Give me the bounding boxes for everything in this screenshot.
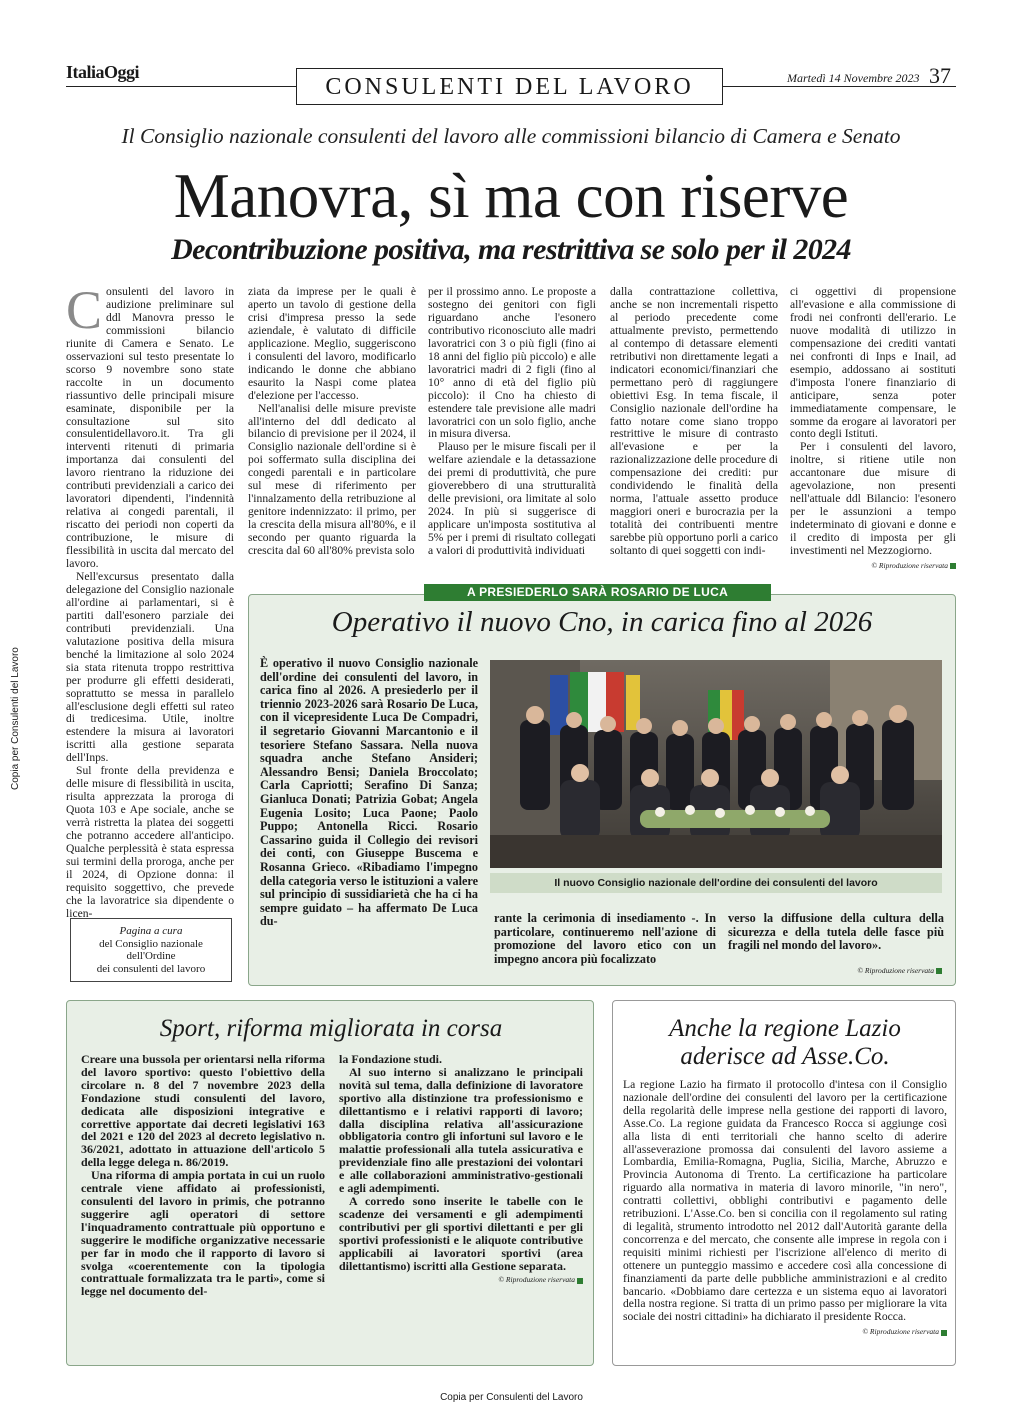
newspaper-logo: ItaliaOggi xyxy=(66,62,140,82)
end-square-icon xyxy=(950,563,956,569)
cno-body-continued-2: verso la diffusione della cultura della sicurezza e della tutela delle fasce più fragili nel mondo del lavoro». xyxy=(728,911,944,953)
col1-paragraph-3: Sul fronte della previdenza e delle misure di flessibilità in uscita, risulta apprezzata la proroga di Quota 103 e Ape sociale, anche se verrà ristretta la platea dei soggetti che potranno accedere all'anticipo. Qualche perplessità è stata espressa sui termini della proroga, anche per il 2024, di Opzione donna: il requisito soggettivo, che prevede che la lavoratrice sia dipendente o licen- xyxy=(66,764,234,920)
sport-signature: © Riproduzione riservata xyxy=(339,1274,583,1287)
article-column-5 xyxy=(790,286,956,571)
council-photo xyxy=(490,660,942,868)
sport-column-2 xyxy=(339,1053,583,1359)
sport-paragraph-4: Al suo interno si analizzano le principali novità sul tema, dalla definizione di lavoratore sportivo alla distinzione tra professionismo e dilettantismo e i relativi rapporti di lavoro; dalla disciplina relativa all'assicurazione obbligatoria contro gli infortuni sul lavoro e le malattie professionali alla tutela assicurativa e previdenziale fino alle prestazioni dei volontari e alle collaborazioni amministrativo-gestionali e agli adempimenti. xyxy=(339,1064,583,1196)
article-subheadline: Decontribuzione positiva, ma restrittiva se solo per il 2024 xyxy=(171,233,851,266)
sport-paragraph-5: A corredo sono inserite le tabelle con le scadenze dei versamenti e gli adempimenti contributivi per gli sportivi dilettanti e per gli sportivi professionisti e le aliquote contributive applicabili ai lavoratori sportivi (area dilettantismo) iscritti alla Gestione separata. xyxy=(339,1193,583,1273)
sport-paragraph-2: Una riforma di ampia portata in cui un ruolo centrale viene affidato ai professionisti, consulenti del lavoro in primis, che potranno suggerire agli operatori di settore l'inquadramento contrattuale più opportuno e suggerire le modifiche organizzative necessarie per far in modo che il rapporto di lavoro si svolga «coerentemente con la tipologia contrattuale formalizzata tra le parti», come si legge nel documento del- xyxy=(81,1168,325,1299)
cno-tag-banner: A PRESIEDERLO SARÀ ROSARIO DE LUCA xyxy=(424,584,771,601)
col4-paragraph-1: dalla contrattazione collettiva, anche se non incrementali rispetto al periodo precedente come attualmente previsto, permettendo al contempo di detassare elementi retributivi non direttamente legati a indicatori economici/finanziari che permettano però di raggiungere obiettivi Esg. In tema fiscale, il Consiglio nazionale dell'ordine ha fatto notare come siano troppo restrittive le misure di contrasto all'evasione e per la razionalizzazione delle procedure di compensazione dei crediti: pur condividendo le finalità della norma, l'attuale assetto produce maggiori oneri e burocrazia per la totalità dei contribuenti mentre sarebbe più opportuno porli a carico soltanto di quei soggetti con indi- xyxy=(610,285,778,558)
article-column-1 xyxy=(66,280,234,920)
article-column-3 xyxy=(428,286,596,571)
lazio-title-line-1: Anche la regione Lazio xyxy=(669,1015,901,1042)
side-watermark-text: Copia per Consulenti del Lavoro xyxy=(10,647,21,790)
credit-line-4: dei consulenti del lavoro xyxy=(96,962,206,975)
article-column-2 xyxy=(248,286,416,571)
article-headline: Manovra, sì ma con riserve xyxy=(173,161,849,231)
masthead-rule-left xyxy=(66,86,296,87)
sport-title: Sport, riforma migliorata in corsa xyxy=(159,1015,503,1042)
photo-caption: Il nuovo Consiglio nazionale dell'ordine dei consulenti del lavoro xyxy=(490,873,942,893)
lazio-title xyxy=(613,1015,957,1071)
sport-paragraph-3: la Fondazione studi. xyxy=(339,1052,443,1066)
issue-date: Martedì 14 Novembre 2023 xyxy=(787,71,920,85)
council-photo-image xyxy=(490,660,942,868)
col1-paragraph-2: Nell'excursus presentato dalla delegazione del Consiglio nazionale all'ordine ai parlamentari, si è partiti dall'esonero parziale dei contributi previdenziali. Una valutazione positiva della misura benché la limitazione al solo 2024 sia stata ritenuta troppo restrittiva per produrre gli effetti desiderati, soprattutto se messa in parallelo all'esclusione degli effetti sul rateo di tredicesima. Utile, inoltre estendere la misura ai lavoratori iscritti alla gestione separata dell'Inps. xyxy=(66,569,234,765)
col3-paragraph-2: Plauso per le misure fiscali per il welfare aziendale e la detassazione dei premi di produttività, che pure gioverebbero di una strutturalità delle previsioni, ora limitate al solo 2024. In più si suggerisce di applicare un'imposta sostitutiva al 5% per i premi di risultato collegati a valori di produttività individuati xyxy=(428,440,596,558)
end-square-icon xyxy=(936,968,942,974)
col2-paragraph-1: ziata da imprese per le quali è aperto un tavolo di gestione della crisi d'impresa presso la sede aziendale, è valutato di difficile applicazione. Meglio, suggeriscono i consulenti del lavoro, modificarlo indicando le donne che abbiano esaurito la Naspi come platea d'elezione per l'accesso. xyxy=(248,285,416,402)
masthead-rule-right xyxy=(723,86,956,87)
section-title: CONSULENTI DEL LAVORO xyxy=(296,68,723,105)
article-column-4 xyxy=(610,286,778,571)
credit-line-2: del Consiglio nazionale xyxy=(99,937,203,950)
cno-signature: © Riproduzione riservata xyxy=(760,966,942,975)
sport-column-1 xyxy=(81,1053,325,1359)
col5-paragraph-1: ci oggettivi di propensione all'evasione e alla commissione di frodi nei confronti dell'erario. Le nuove modalità di utilizzo in compensazione dei crediti vantati nei confronti di Inps e Inail, ad esempio, addossano ai sostituti d'imposta l'onere finanziario di anticipare, senza poter immediatamente compensare, le somme da erogare ai lavoratori per conto degli Istituti. xyxy=(790,285,956,441)
article-kicker: Il Consiglio nazionale consulenti del lavoro alle commissioni bilancio di Camera e Senato xyxy=(121,124,901,148)
col2-paragraph-2: Nell'analisi delle misure previste all'interno del ddl dedicato al bilancio di previsione per il 2024, il Consiglio nazionale dell'ordine si è poi soffermato sulla disciplina dei congedi parentali e in particolare sul mese di riferimento per l'innalzamento della retribuzione al genitore indennizzato: il primo, per la crescita della misura all'80%, e il secondo per quanto riguarda la crescita dal 60 all'80% prevista solo xyxy=(248,401,416,558)
end-square-icon xyxy=(577,1278,583,1284)
lazio-body xyxy=(623,1079,947,1357)
col3-paragraph-1: per il prossimo anno. Le proposte a sostegno dei genitori con figli riguardano anche l'esonero contributivo riconosciuto alle madri lavoratrici con 3 o più figli (fino ai 18 anni del figlio più piccolo) e alle lavoratrici madri di 2 figli (fino al 10° anno di età del figlio più piccolo): il Cno ha chiesto di estendere tale previsione alle madri lavoratrici con un solo figlio, anche in misura diversa. xyxy=(428,285,596,441)
lazio-title-line-2: aderisce ad Asse.Co. xyxy=(680,1043,890,1070)
cno-body-continued-1: rante la cerimonia di insediamento -. In particolare, continueremo nell'azione di promozione del lavoro etico con un impegno ancora più focalizzato xyxy=(494,911,716,966)
lazio-signature: © Riproduzione riservata xyxy=(623,1326,947,1339)
page-credit-box xyxy=(70,918,232,982)
sport-paragraph-1: Creare una bussola per orientarsi nella riforma del lavoro sportivo: questo l'obiettivo della circolare n. 8 del 7 novembre 2023 della Fondazione studi consulenti del lavoro, dedicata alle disposizioni integrative e correttive apportate dai decreti legislativi 163 del 2021 e 120 del 2023 al decreto legislativo n. 36/2021, adottato in attuazione dell'articolo 5 della legge delega n. 86/2019. xyxy=(81,1052,325,1170)
col1-paragraph-1: onsulenti del lavoro in audizione preliminare sul ddl Manovra presso le commissioni bilancio riunite di Camera e Senato. Le osservazioni sul testo presentate lo scorso 9 novembre sono state raccolte in un documento riassuntivo delle principali misure esaminate, disponibile per la consultazione sul sito consulentidellavoro.it. Tra gli interventi ritenuti di primaria importanza dai consulenti del lavoro rientrano la riduzione dei contributi previdenziali a carico dei lavoratori dipendenti, l'indennità relativa ai congedi parentali, il riscatto dei periodi non coperti da contribuzione, le misure di flessibilità in uscita dal mercato del lavoro. xyxy=(66,285,234,571)
article-signature: © Riproduzione riservata xyxy=(790,560,956,573)
col5-paragraph-2: Per i consulenti del lavoro, inoltre, si ritiene utile non accantonare due misure di agevolazione, non presenti nell'attuale ddl Bilancio: l'esonero per le assunzioni a tempo indeterminato di giovani e donne e il credito di imposta per gli investimenti nel Mezzogiorno. xyxy=(790,440,956,558)
footer-watermark-text: Copia per Consulenti del Lavoro xyxy=(440,1392,583,1403)
lazio-news-box xyxy=(612,1000,956,1366)
cno-body: È operativo il nuovo Consiglio nazionale dell'ordine dei consulenti del lavoro, in carica fino al 2026. A presiederlo per il triennio 2023-2026 sarà Rosario De Luca, con il vicepresidente Luca De Compadri, il segretario Giovanni Marcantonio e il tesoriere Stefano Sassara. Nella nuova squadra anche Stefano Ansideri; Alessandro Bensi; Daniela Broccolato; Carla Capriotti; Serafino Di Sanza; Gianluca Donati; Patrizia Gobat; Angela Eugenia Losito; Luca Paone; Paolo Puppo; Antonella Ricci. Rosario Cassarino guida il Collegio dei revisori dei conti, con Giuseppe Buscema e Rosanna Grieco. «Ribadiamo l'impegno della categoria verso le istituzioni a valere sul principio di sussidiarietà che ha ci ha sempre guidato – ha affermato De Luca du- xyxy=(260,656,478,929)
drop-cap: C xyxy=(66,280,103,340)
cno-title: Operativo il nuovo Cno, in carica fino al 2026 xyxy=(331,606,873,638)
end-square-icon xyxy=(941,1330,947,1336)
sport-news-box xyxy=(66,1000,594,1366)
credit-line-3: dell'Ordine xyxy=(126,950,176,962)
page-number: 37 xyxy=(929,63,951,88)
credit-line-1: Pagina a cura xyxy=(119,925,183,937)
lazio-paragraph: La regione Lazio ha firmato il protocollo d'intesa con il Consiglio nazionale dell'ordine dei consulenti del lavoro per la certificazione della regolarità delle imprese nella gestione dei rapporti di lavoro, Asse.Co. La regione guidata da Francesco Rocca si aggiunge così alla lista di enti territoriali che hanno scelto di aderire all'asseverazione promossa dai consulenti del lavoro assieme a Lombardia, Emilia-Romagna, Puglia, Sicilia, Marche, Abruzzo e Provincia Autonoma di Trento. La certificazione ha particolare riguardo alla normativa in materia di lavoro minorile, "in nero", contratti collettivi, obblighi contributivi e pagamento delle retribuzioni. L'Asse.Co. ben si concilia con il regolamento sul rating di legalità, strumento introdotto nel 2012 dall'Autorità garante della concorrenza e del mercato, che consente alle imprese in regola con i requisiti minimi richiesti per l'iscrizione all'elenco di merito di ottenere un punteggio massimo e accedere così alla concessione di finanziamenti da parte delle pubbliche amministrazioni e al credito bancario. «Dobbiamo dare certezza e un sistema equo ai lavoratori della nostra regione. Si tratta di un primo passo per migliorare la vita sociale dei nostri cittadini» ha dichiarato il presidente Rocca. xyxy=(623,1078,947,1324)
